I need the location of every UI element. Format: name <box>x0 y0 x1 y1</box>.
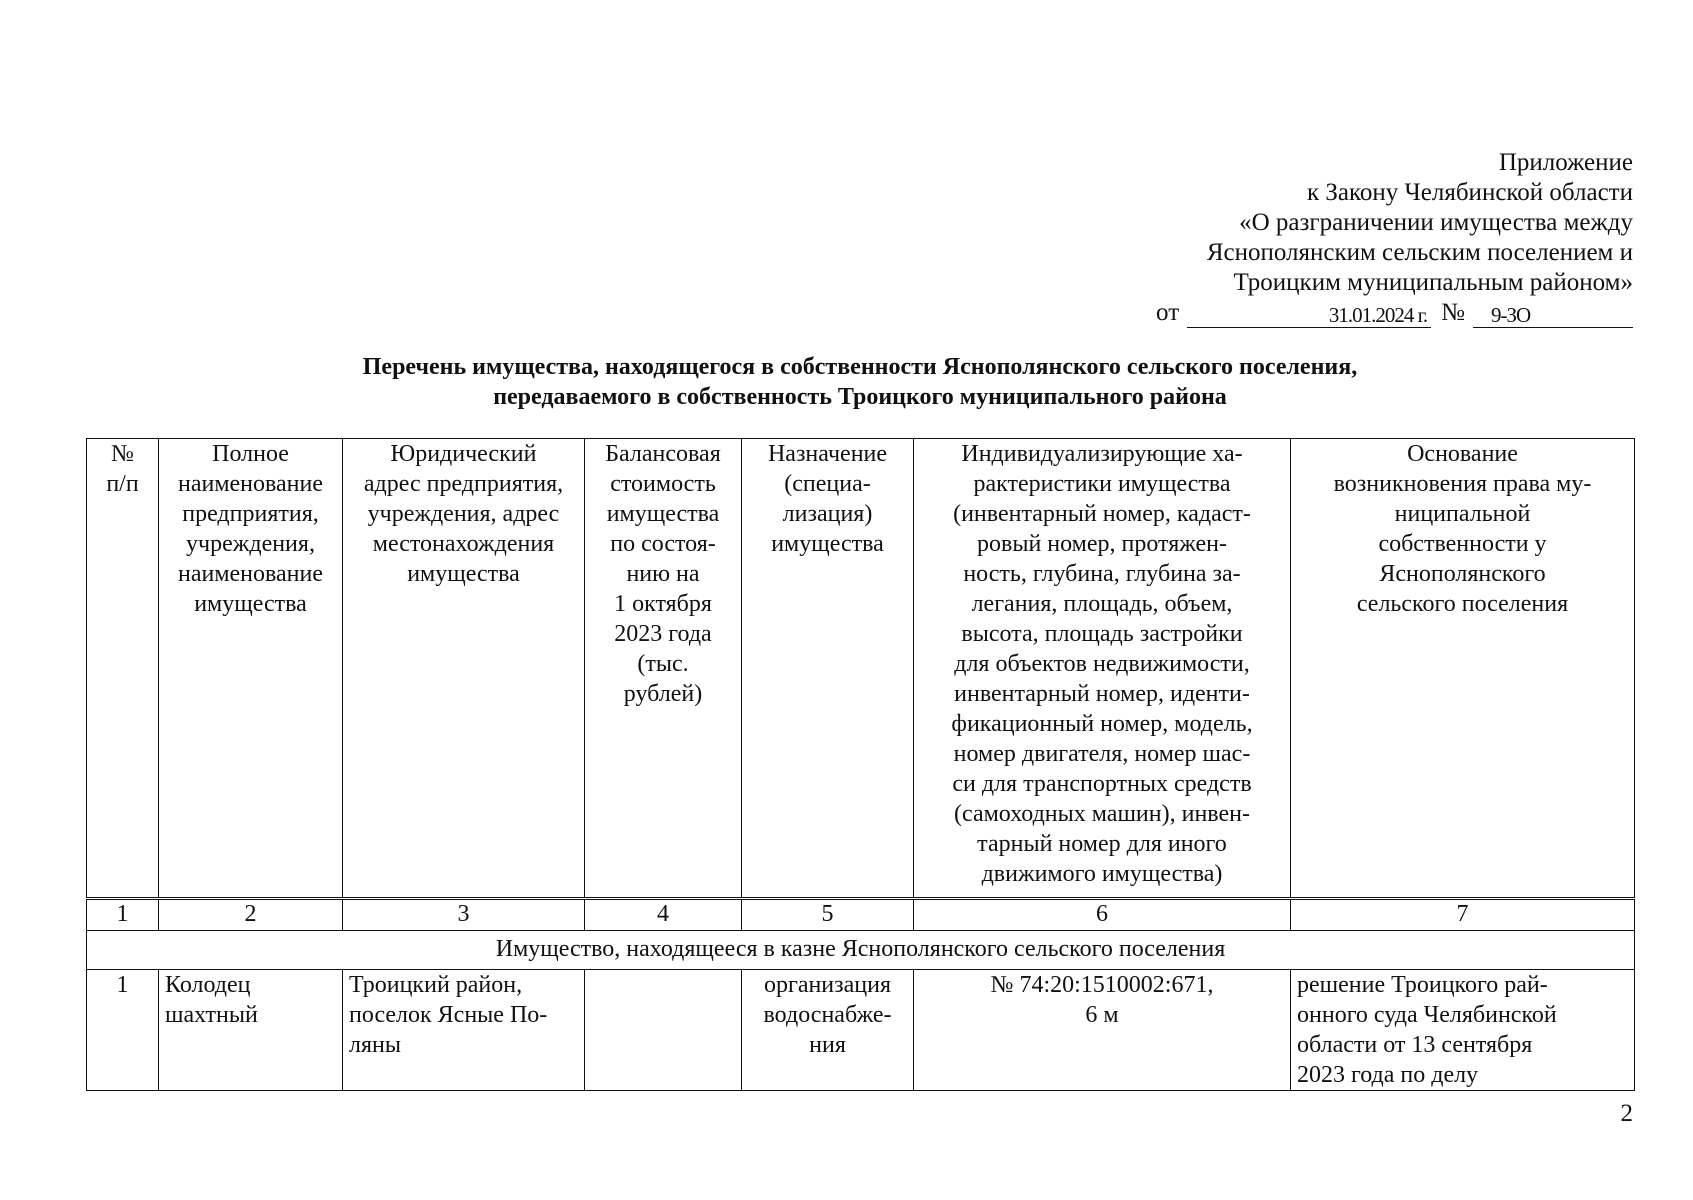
column-number-5: 5 <box>742 899 914 931</box>
column-number-3: 3 <box>343 899 585 931</box>
column-header-1: № п/п <box>87 439 159 899</box>
appendix-date-line <box>1156 298 1633 328</box>
column-number-4: 4 <box>585 899 742 931</box>
document-title-line1: Перечень имущества, находящегося в собственности Яснополянского сельского поселения, <box>362 354 1358 380</box>
column-header-2: Полное наименование предприятия, учреждения, наименование имущества <box>159 439 343 899</box>
column-header-5: Назначение (специа- лизация) имущества <box>742 439 914 899</box>
column-number-1: 1 <box>87 899 159 931</box>
column-number-7: 7 <box>1291 899 1635 931</box>
column-header-3: Юридический адрес предприятия, учреждения, адрес местонахождения имущества <box>343 439 585 899</box>
section-title: Имущество, находящееся в казне Яснополянского сельского поселения <box>87 931 1635 970</box>
name-cell: Колодец шахтный <box>159 970 343 1091</box>
purpose-cell: организация водоснабже- ния <box>742 970 914 1091</box>
from-label: от <box>1156 299 1180 326</box>
column-header-6: Индивидуализирующие ха- рактеристики имущества (инвентарный номер, кадаст- ровый номер, протяжен- ность, глубина, глубина за- легания, площадь, объем, высота, площадь застройки для объектов недвижимости, инвентарный номер, иденти- фикационный номер, модель, номер двигателя, номер шас- си для транспортных средств (самоходных машин), инвен- тарный номер для иного движимого имущества) <box>914 439 1291 899</box>
appendix-law-name-line2: Яснополянским сельским поселением и <box>1206 239 1633 266</box>
column-header-4: Балансовая стоимость имущества по состоя- нию на 1 октября 2023 года (тыс. рублей) <box>585 439 742 899</box>
appendix-title: Приложение <box>1498 149 1633 176</box>
number-label: № <box>1441 299 1465 326</box>
page-number: 2 <box>1620 1100 1633 1127</box>
appendix-law-reference: к Закону Челябинской области <box>1307 179 1633 206</box>
law-date: 31.01.2024 г. <box>1187 303 1431 328</box>
basis-cell: решение Троицкого рай- онного суда Челябинской области от 13 сентября 2023 года по делу <box>1291 970 1635 1091</box>
characteristics-cell: № 74:20:1510002:671, 6 м <box>914 970 1291 1091</box>
document-title <box>86 352 1634 412</box>
table-header-row <box>87 439 1635 899</box>
document-title-line2: передаваемого в собственность Троицкого муниципального района <box>493 384 1227 410</box>
table-row <box>87 970 1635 1091</box>
row-number-cell: 1 <box>87 970 159 1091</box>
appendix-law-name-line3: Троицким муниципальным районом» <box>1233 269 1633 296</box>
column-header-7: Основание возникновения права му- ниципальной собственности у Яснополянского сельского поселения <box>1291 439 1635 899</box>
appendix-law-name-line1: «О разграничении имущества между <box>1239 209 1633 236</box>
column-number-2: 2 <box>159 899 343 931</box>
section-row <box>87 931 1635 970</box>
balance-cell <box>585 970 742 1091</box>
column-number-row <box>87 899 1635 931</box>
law-number: 9-ЗО <box>1473 303 1633 328</box>
address-cell: Троицкий район, поселок Ясные По- ляны <box>343 970 585 1091</box>
appendix-header <box>1156 148 1633 328</box>
column-number-6: 6 <box>914 899 1291 931</box>
property-table <box>86 438 1635 1091</box>
